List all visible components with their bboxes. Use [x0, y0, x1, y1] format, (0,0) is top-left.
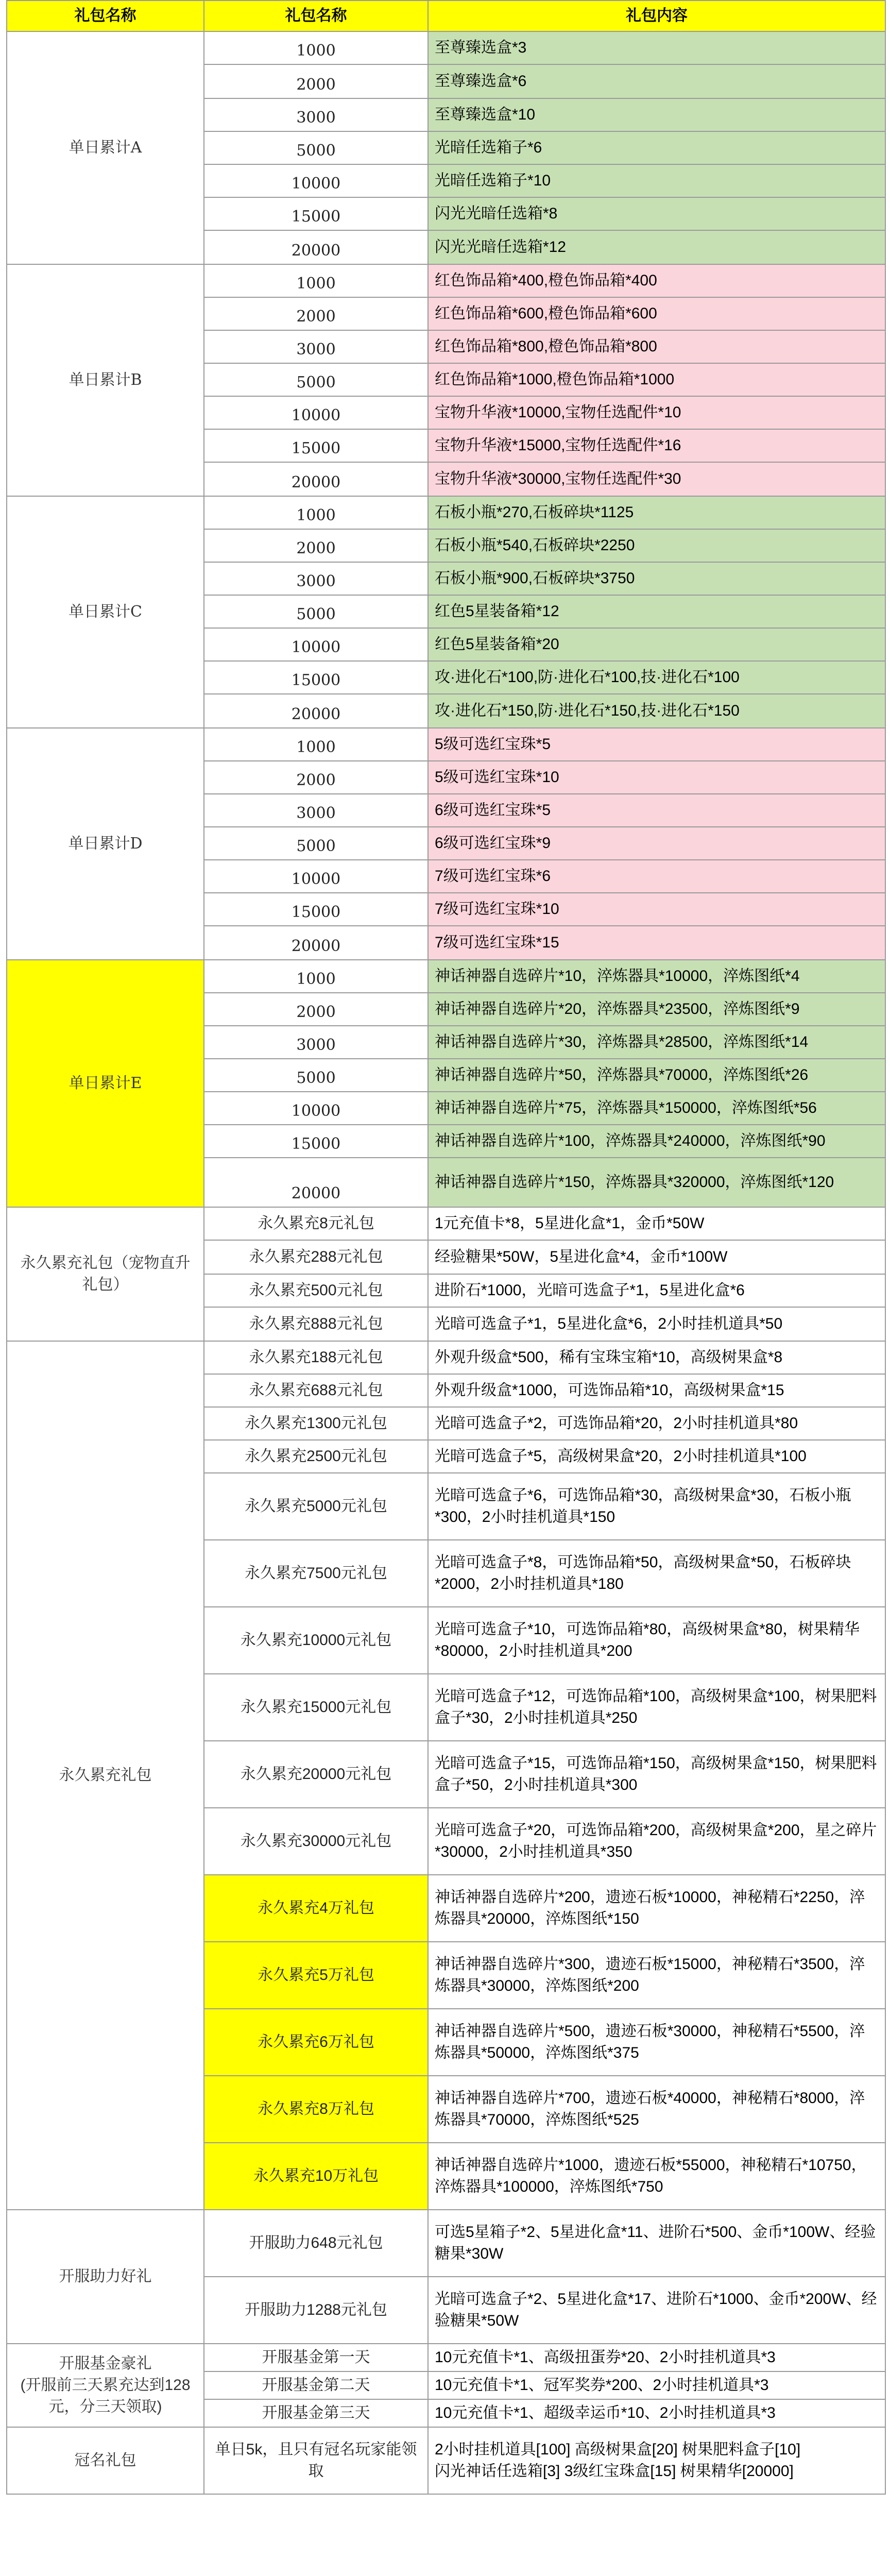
amount-cell: 2000 — [204, 993, 428, 1026]
content-cell: 光暗可选盒子*6，可选饰品箱*30，高级树果盒*30，石板小瓶*300，2小时挂机道具*150 — [428, 1473, 885, 1540]
group-name: 单日累计D — [7, 728, 204, 960]
package-name: 永久累充10万礼包 — [204, 2143, 428, 2210]
group-title: 开服基金豪礼 — [59, 2355, 152, 2372]
amount-cell: 15000 — [204, 1125, 428, 1158]
amount-cell: 1000 — [204, 960, 428, 993]
package-name: 开服助力1288元礼包 — [204, 2277, 428, 2344]
content-cell: 红色饰品箱*600,橙色饰品箱*600 — [428, 297, 885, 330]
amount-cell: 10000 — [204, 1092, 428, 1125]
group-note: (开服前三天累充达到128元，分三天领取) — [20, 2377, 191, 2415]
amount-cell: 3000 — [204, 98, 428, 131]
content-cell: 光暗可选盒子*1，5星进化盒*6，2小时挂机道具*50 — [428, 1307, 885, 1341]
content-cell: 光暗可选盒子*2、5星进化盒*17、进阶石*1000、金币*200W、经验糖果*50W — [428, 2277, 885, 2344]
content-cell: 红色饰品箱*400,橙色饰品箱*400 — [428, 264, 885, 297]
content-cell: 神话神器自选碎片*75，淬炼器具*150000，淬炼图纸*56 — [428, 1092, 885, 1125]
package-name: 永久累充5000元礼包 — [204, 1473, 428, 1540]
amount-cell: 10000 — [204, 396, 428, 429]
package-name: 永久累充7500元礼包 — [204, 1540, 428, 1607]
content-cell: 10元充值卡*1、高级扭蛋券*20、2小时挂机道具*3 — [428, 2344, 885, 2371]
amount-cell: 1000 — [204, 496, 428, 529]
header-cell: 礼包名称 — [7, 1, 204, 31]
amount-cell: 2000 — [204, 761, 428, 794]
content-cell: 5级可选红宝珠*10 — [428, 761, 885, 794]
package-name: 永久累充2500元礼包 — [204, 1440, 428, 1473]
package-name: 永久累充888元礼包 — [204, 1307, 428, 1341]
content-cell: 闪光光暗任选箱*12 — [428, 230, 885, 264]
group-name — [7, 2344, 204, 2427]
content-cell: 宝物升华液*15000,宝物任选配件*16 — [428, 429, 885, 462]
amount-cell: 5000 — [204, 595, 428, 628]
amount-cell: 1000 — [204, 264, 428, 297]
content-cell: 至尊臻选盒*6 — [428, 64, 885, 98]
package-name: 开服助力648元礼包 — [204, 2210, 428, 2277]
package-name: 永久累充8万礼包 — [204, 2076, 428, 2143]
content-cell: 可选5星箱子*2、5星进化盒*11、进阶石*500、金币*100W、经验糖果*30W — [428, 2210, 885, 2277]
content-cell: 进阶石*1000，光暗可选盒子*1，5星进化盒*6 — [428, 1274, 885, 1307]
content-line: 2小时挂机道具[100] 高级树果盒[20] 树果肥料盒子[10] — [435, 2441, 801, 2458]
content-cell: 光暗任选箱子*10 — [428, 164, 885, 197]
content-cell: 5级可选红宝珠*5 — [428, 728, 885, 761]
amount-cell: 2000 — [204, 64, 428, 98]
table-row — [7, 31, 885, 64]
package-name: 永久累充188元礼包 — [204, 1341, 428, 1374]
content-cell: 经验糖果*50W，5星进化盒*4，金币*100W — [428, 1240, 885, 1274]
content-cell: 至尊臻选盒*3 — [428, 31, 885, 64]
content-cell: 石板小瓶*270,石板碎块*1125 — [428, 496, 885, 529]
group-name: 单日累计A — [7, 31, 204, 264]
table-row — [7, 496, 885, 529]
package-name: 永久累充1300元礼包 — [204, 1407, 428, 1440]
content-cell: 光暗可选盒子*10，可选饰品箱*80，高级树果盒*80，树果精华*80000，2小时挂机道具*200 — [428, 1607, 885, 1674]
amount-cell: 20000 — [204, 926, 428, 960]
package-name: 永久累充688元礼包 — [204, 1374, 428, 1407]
content-cell: 神话神器自选碎片*700，遗迹石板*40000，神秘精石*8000，淬炼器具*70000，淬炼图纸*525 — [428, 2076, 885, 2143]
content-cell: 红色饰品箱*1000,橙色饰品箱*1000 — [428, 363, 885, 396]
table-row — [7, 1341, 885, 1374]
content-cell: 光暗任选箱子*6 — [428, 131, 885, 164]
content-cell: 光暗可选盒子*8，可选饰品箱*50，高级树果盒*50，石板碎块*2000，2小时挂机道具*180 — [428, 1540, 885, 1607]
package-name: 永久累充4万礼包 — [204, 1875, 428, 1942]
amount-cell: 20000 — [204, 230, 428, 264]
header-cell: 礼包内容 — [428, 1, 885, 31]
package-name: 永久累充500元礼包 — [204, 1274, 428, 1307]
content-cell: 7级可选红宝珠*6 — [428, 860, 885, 893]
content-cell: 10元充值卡*1、冠军奖券*200、2小时挂机道具*3 — [428, 2371, 885, 2399]
content-cell: 光暗可选盒子*12，可选饰品箱*100，高级树果盒*100，树果肥料盒子*30，2小时挂机道具*250 — [428, 1674, 885, 1741]
content-cell: 神话神器自选碎片*200，遗迹石板*10000，神秘精石*2250，淬炼器具*20000，淬炼图纸*150 — [428, 1875, 885, 1942]
table-row — [7, 2427, 885, 2494]
content-cell: 石板小瓶*900,石板碎块*3750 — [428, 562, 885, 595]
content-cell: 红色5星装备箱*12 — [428, 595, 885, 628]
package-name: 永久累充20000元礼包 — [204, 1741, 428, 1808]
content-cell: 闪光光暗任选箱*8 — [428, 197, 885, 230]
content-cell — [428, 2427, 885, 2494]
content-cell: 神话神器自选碎片*500，遗迹石板*30000，神秘精石*5500，淬炼器具*50000，淬炼图纸*375 — [428, 2009, 885, 2076]
content-cell: 神话神器自选碎片*20，淬炼器具*23500，淬炼图纸*9 — [428, 993, 885, 1026]
content-cell: 红色饰品箱*800,橙色饰品箱*800 — [428, 330, 885, 363]
content-cell: 1元充值卡*8，5星进化盒*1，金币*50W — [428, 1207, 885, 1240]
amount-cell: 20000 — [204, 462, 428, 496]
table-row — [7, 264, 885, 297]
content-cell: 神话神器自选碎片*1000，遗迹石板*55000，神秘精石*10750，淬炼器具*100000，淬炼图纸*750 — [428, 2143, 885, 2210]
content-cell: 攻·进化石*100,防·进化石*100,技·进化石*100 — [428, 661, 885, 694]
amount-cell: 2000 — [204, 297, 428, 330]
amount-cell: 3000 — [204, 794, 428, 827]
package-name: 永久累充288元礼包 — [204, 1240, 428, 1274]
group-name: 永久累充礼包（宠物直升礼包） — [7, 1207, 204, 1341]
package-name: 永久累充6万礼包 — [204, 2009, 428, 2076]
table-row — [7, 960, 885, 993]
content-cell: 光暗可选盒子*15，可选饰品箱*150，高级树果盒*150，树果肥料盒子*50，2小时挂机道具*300 — [428, 1741, 885, 1808]
amount-cell: 3000 — [204, 562, 428, 595]
package-name: 开服基金第二天 — [204, 2371, 428, 2399]
package-name: 永久累充8元礼包 — [204, 1207, 428, 1240]
content-cell: 光暗可选盒子*2，可选饰品箱*20，2小时挂机道具*80 — [428, 1407, 885, 1440]
amount-cell: 3000 — [204, 330, 428, 363]
amount-cell: 1000 — [204, 728, 428, 761]
content-cell: 神话神器自选碎片*30，淬炼器具*28500，淬炼图纸*14 — [428, 1026, 885, 1059]
group-name: 永久累充礼包 — [7, 1341, 204, 2210]
amount-cell: 1000 — [204, 31, 428, 64]
table-row — [7, 1207, 885, 1240]
content-cell: 7级可选红宝珠*10 — [428, 893, 885, 926]
amount-cell: 5000 — [204, 363, 428, 396]
package-name: 开服基金第三天 — [204, 2399, 428, 2427]
group-name: 开服助力好礼 — [7, 2210, 204, 2344]
amount-cell: 10000 — [204, 164, 428, 197]
content-cell: 7级可选红宝珠*15 — [428, 926, 885, 960]
group-name: 单日累计C — [7, 496, 204, 728]
content-cell: 石板小瓶*540,石板碎块*2250 — [428, 529, 885, 562]
amount-cell: 10000 — [204, 628, 428, 661]
gift-table — [6, 0, 886, 2495]
content-cell: 6级可选红宝珠*9 — [428, 827, 885, 860]
amount-cell: 5000 — [204, 827, 428, 860]
header-row — [7, 1, 885, 31]
content-cell: 光暗可选盒子*5，高级树果盒*20，2小时挂机道具*100 — [428, 1440, 885, 1473]
amount-cell: 10000 — [204, 860, 428, 893]
amount-cell: 20000 — [204, 694, 428, 728]
amount-cell: 2000 — [204, 529, 428, 562]
content-cell: 6级可选红宝珠*5 — [428, 794, 885, 827]
package-name: 永久累充15000元礼包 — [204, 1674, 428, 1741]
table-row — [7, 2344, 885, 2371]
content-line: 闪光神话任选箱[3] 3级红宝珠盒[15] 树果精华[20000] — [435, 2463, 794, 2480]
package-name: 永久累充10000元礼包 — [204, 1607, 428, 1674]
content-cell: 神话神器自选碎片*300，遗迹石板*15000，神秘精石*3500，淬炼器具*30000，淬炼图纸*200 — [428, 1942, 885, 2009]
content-cell: 外观升级盒*500，稀有宝珠宝箱*10，高级树果盒*8 — [428, 1341, 885, 1374]
group-name: 冠名礼包 — [7, 2427, 204, 2494]
content-cell: 外观升级盒*1000，可选饰品箱*10，高级树果盒*15 — [428, 1374, 885, 1407]
content-cell: 攻·进化石*150,防·进化石*150,技·进化石*150 — [428, 694, 885, 728]
content-cell: 宝物升华液*30000,宝物任选配件*30 — [428, 462, 885, 496]
package-name: 永久累充5万礼包 — [204, 1942, 428, 2009]
amount-cell: 3000 — [204, 1026, 428, 1059]
group-name: 单日累计E — [7, 960, 204, 1207]
content-cell: 宝物升华液*10000,宝物任选配件*10 — [428, 396, 885, 429]
content-cell: 红色5星装备箱*20 — [428, 628, 885, 661]
amount-cell: 15000 — [204, 429, 428, 462]
amount-cell: 20000 — [204, 1158, 428, 1207]
amount-cell: 15000 — [204, 197, 428, 230]
content-cell: 神话神器自选碎片*10，淬炼器具*10000，淬炼图纸*4 — [428, 960, 885, 993]
package-name: 单日5k，且只有冠名玩家能领取 — [204, 2427, 428, 2494]
content-cell: 神话神器自选碎片*150，淬炼器具*320000，淬炼图纸*120 — [428, 1158, 885, 1207]
content-cell: 神话神器自选碎片*50，淬炼器具*70000，淬炼图纸*26 — [428, 1059, 885, 1092]
table-row — [7, 2210, 885, 2277]
content-cell: 10元充值卡*1、超级幸运币*10、2小时挂机道具*3 — [428, 2399, 885, 2427]
amount-cell: 5000 — [204, 1059, 428, 1092]
amount-cell: 15000 — [204, 893, 428, 926]
table-row — [7, 728, 885, 761]
package-name: 开服基金第一天 — [204, 2344, 428, 2371]
header-cell: 礼包名称 — [204, 1, 428, 31]
amount-cell: 5000 — [204, 131, 428, 164]
content-cell: 至尊臻选盒*10 — [428, 98, 885, 131]
content-cell: 神话神器自选碎片*100，淬炼器具*240000，淬炼图纸*90 — [428, 1125, 885, 1158]
package-name: 永久累充30000元礼包 — [204, 1808, 428, 1875]
group-name: 单日累计B — [7, 264, 204, 496]
content-cell: 光暗可选盒子*20，可选饰品箱*200，高级树果盒*200，星之碎片*30000，2小时挂机道具*350 — [428, 1808, 885, 1875]
amount-cell: 15000 — [204, 661, 428, 694]
